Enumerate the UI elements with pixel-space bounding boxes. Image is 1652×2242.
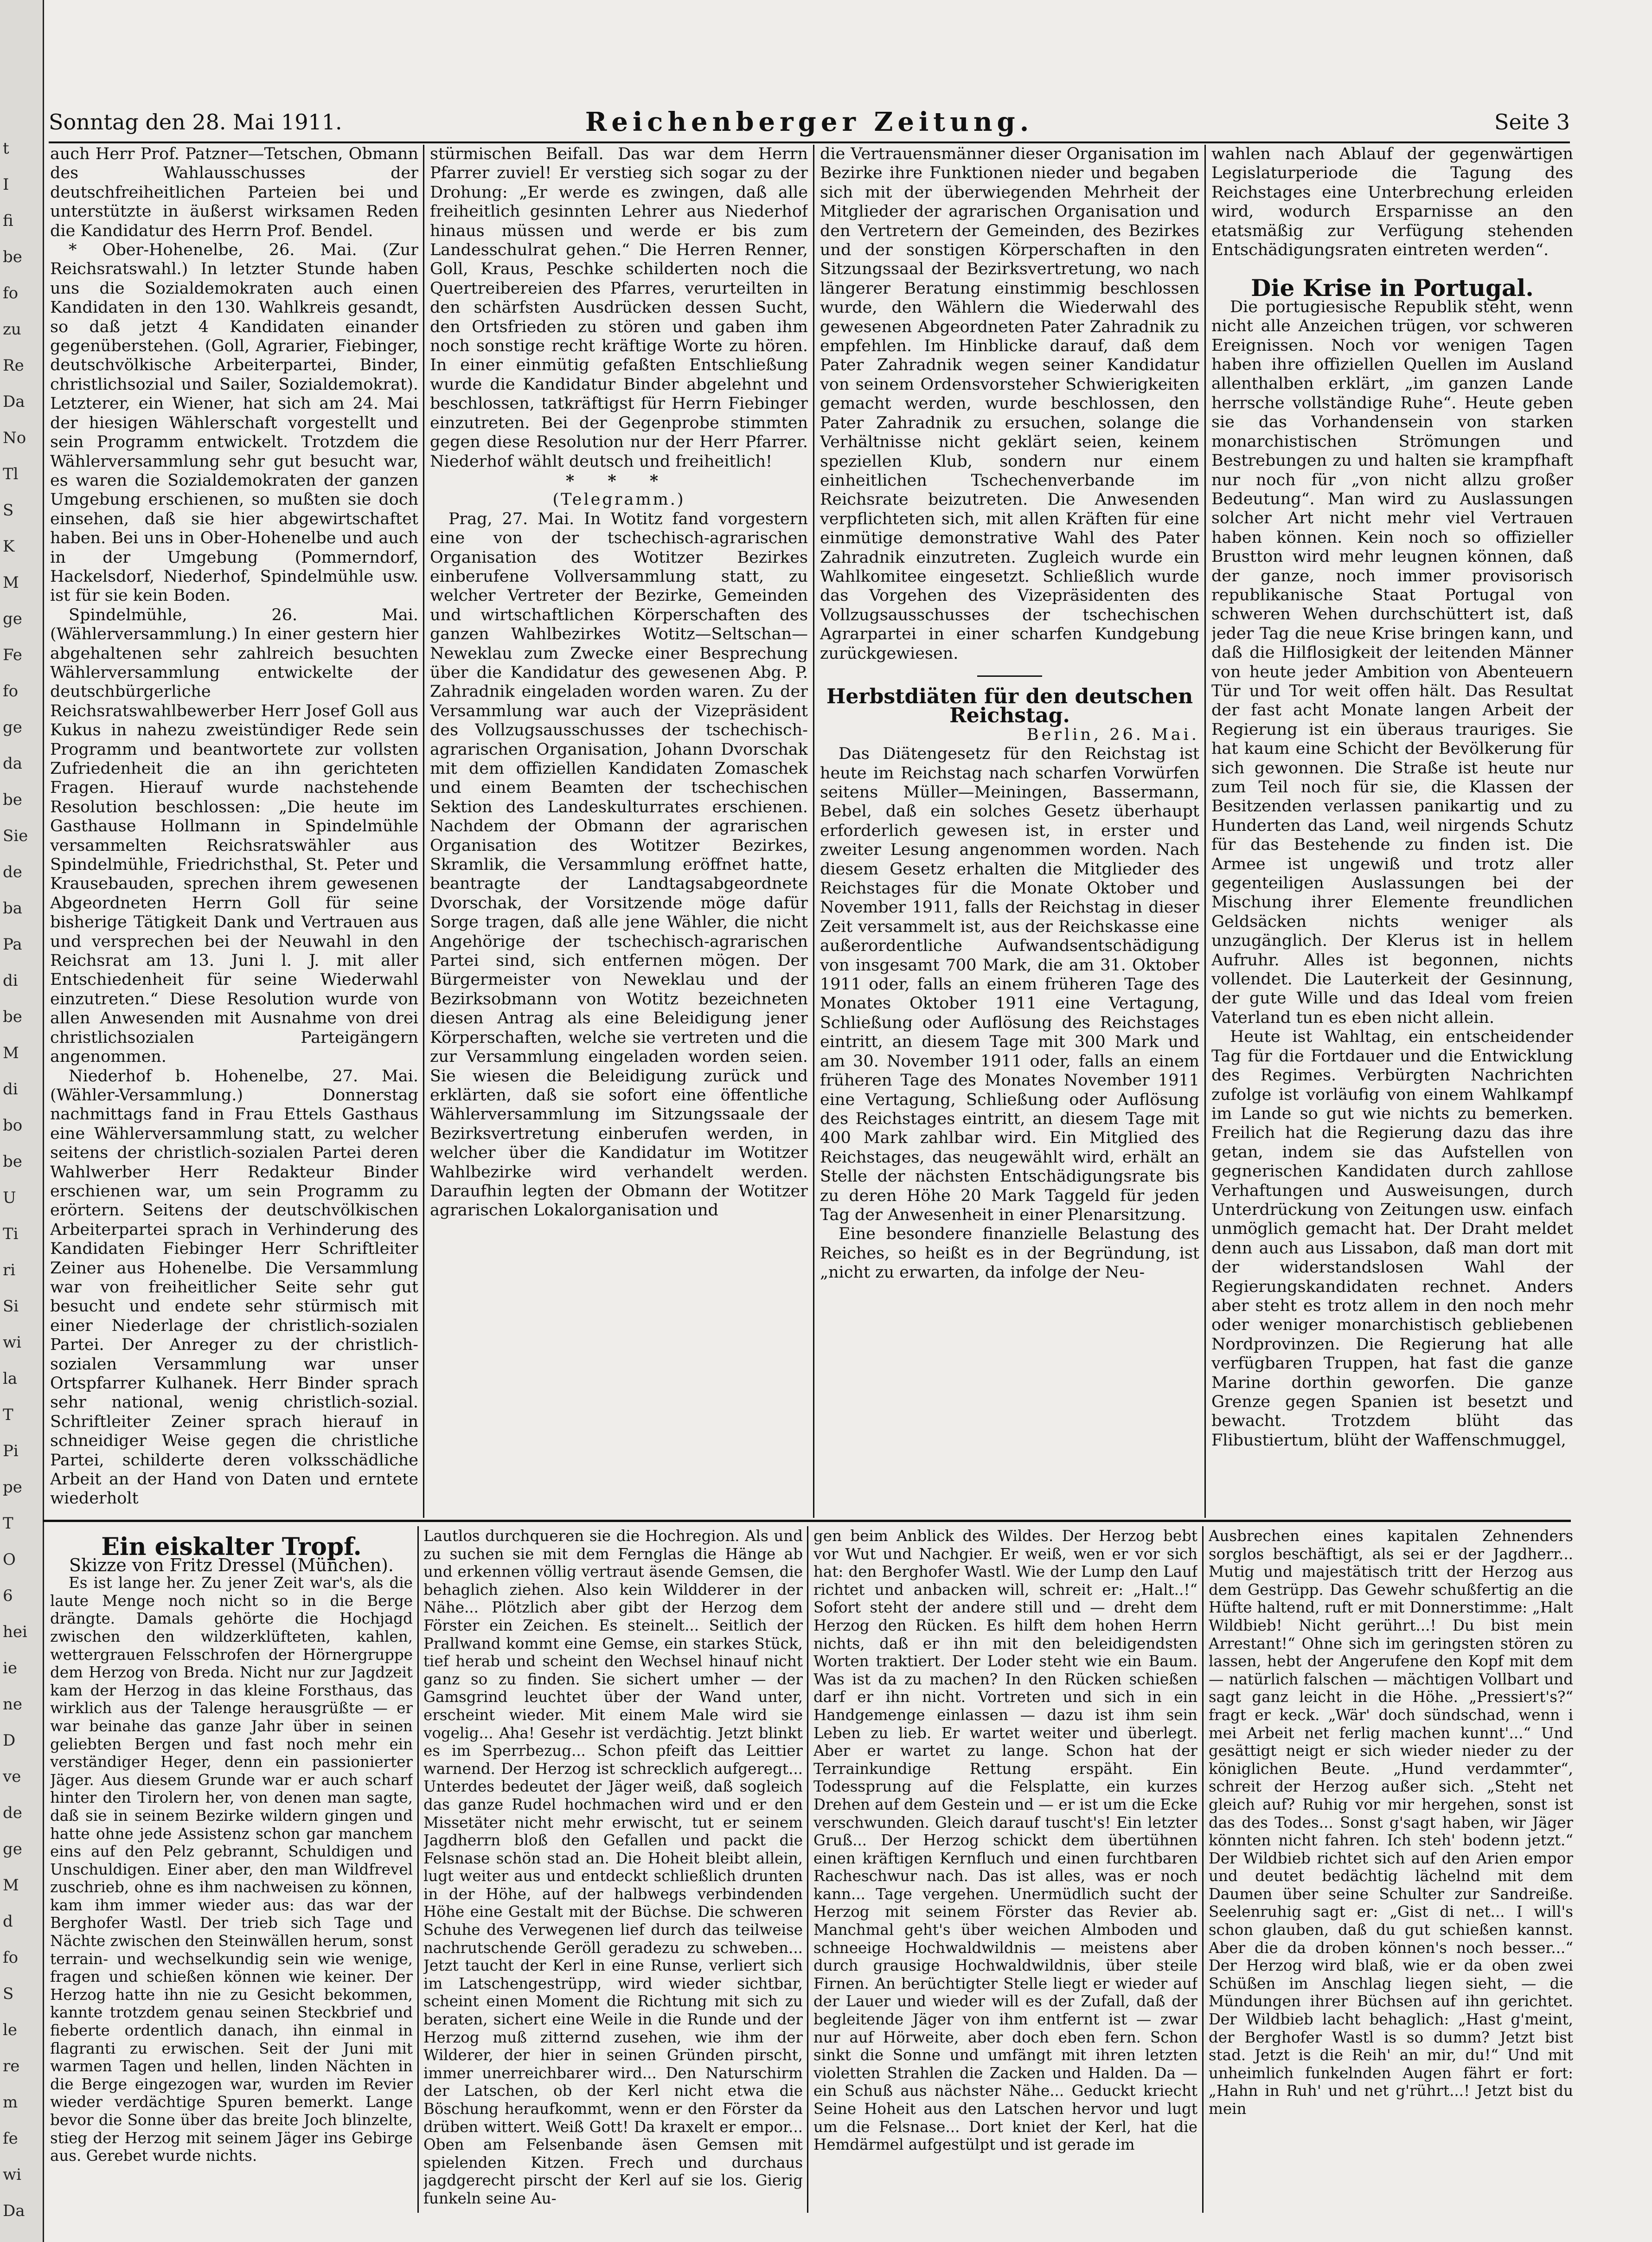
article-niederhof: Niederhof b. Hohenelbe, 27. Mai. (Wähler-Versammlung.) Donnerstag nachmittags fand in Frau Ettels Gasthaus eine Wählerversammlung statt, zu welcher seitens der christlich-sozialen Partei deren Wahlwerber Herr Redakteur Binder erschienen war, um sein Programm zu erörtern. Seitens der deutschvölkischen Arbeiterpartei sprach in Verhinderung des Kandidaten Fiebinger Herr Schriftleiter Zeiner aus Hohenelbe. Die Versammlung war von freiheitlicher Seite sehr gut besucht und endete sehr stürmisch mit einer Niederlage der christlich-sozialen Partei. Der Anreger zu der christlich-sozialen Versammlung war unser Ortspfarrer Kulhanek. Herr Binder sprach sehr national, wenig christlich-sozial. Schriftleiter Zeiner sprach hierauf in schneidiger Weise gegen die christliche Partei, schilderte deren volksschädliche Arbeit an der Hand von Daten und erntete wiederholt	[50, 1066, 418, 1508]
edge-text-fragment: wi	[3, 2165, 21, 2184]
article-prag: Prag, 27. Mai. In Wotitz fand vorgestern eine von der tschechisch-agrarischen Organisation des Wotitzer Bezirkes einberufene Vollversammlung statt, zu welcher Vertreter der Bezirke, Gemeinden und wirtschaftlichen Körperschaften des ganzen Wahlbezirkes Wotitz—Seltschan—Neweklau zum Zwecke einer Besprechung über die Kandidatur des gewesenen Abg. P. Zahradnik eingeladen worden waren. Zu der Versammlung war auch der Vizepräsident des Vollzugsausschusses der tschechisch-agrarischen Organisation, Johann Dvorschak mit dem offiziellen Kandidaten Zomaschek und einem Beamten der tschechischen Sektion des Landeskulturrates erschienen. Nachdem der Obmann der agrarischen Organisation des Wotitzer Bezirkes, Skramlik, die Versammlung eröffnet hatte, beantragte der Landtagsabgeordnete Dvorschak, der Vorsitzende möge dafür Sorge tragen, daß alle jene Wähler, die nicht Angehörige der tschechisch-agrarischen Partei sind, sich entfernen mögen. Der Bürgermeister von Neweklau und der Bezirksobmann von Wotitz bezeichneten diesen Antrag als eine Beleidigung jener Körperschaften, welche sie vertreten und die zur Versammlung eingeladen worden seien. Sie wiesen die Beleidigung zurück und erklärten, daß sie sofort eine öffentliche Wählerversammlung im Sitzungssaale der Bezirksvertretung einberufen werden, in welcher über die Kandidatur im Wotitzer Wahlbezirke wird verhandelt werden. Daraufhin legten der Obmann der Wotitzer agrarischen Lokalorganisation und	[430, 509, 808, 1220]
column-rule-2	[813, 145, 814, 1518]
newspaper-title: Reichenberger Zeitung.	[585, 107, 1034, 137]
edge-text-fragment: ie	[3, 1659, 17, 1677]
edge-text-fragment: 6	[3, 1587, 13, 1605]
edge-text-fragment: be	[3, 248, 22, 266]
edge-text-fragment: No	[3, 429, 26, 447]
edge-text-fragment: M	[3, 1876, 19, 1895]
edge-text-fragment: Da	[3, 2202, 25, 2220]
edge-text-fragment: ba	[3, 899, 23, 918]
edge-text-fragment: ge	[3, 1840, 22, 1858]
edge-text-fragment: re	[3, 2057, 20, 2075]
edge-text-fragment: Ti	[3, 1225, 19, 1243]
adjacent-page-edge	[0, 0, 44, 2242]
edge-text-fragment: Pa	[3, 935, 22, 954]
article-spindelmuehle: Spindelmühle, 26. Mai. (Wählerversammlung.) In einer gestern hier abgehaltenen sehr zahlreich besuchten Wählerversammlung entwickelte der deutschbürgerliche Reichsratswahlbewerber Herr Josef Goll aus Kukus in nahezu zweistündiger Rede sein Programm und beantwortete zur vollsten Zufriedenheit die an ihn gerichteten Fragen. Hierauf wurde nachstehende Resolution beschlossen: „Die heute im Gasthause Hollmann in Spindelmühle versammelten Reichsratswähler aus Spindelmühle, Friedrichsthal, St. Peter und Krausebauden, sprechen ihrem gewesenen Abgeordneten Herrn Goll für seine bisherige Tätigkeit Dank und Vertrauen aus und versprechen bei der Neuwahl in den Reichsrat am 13. Juni l. J. mit aller Entschiedenheit für seine Wiederwahl einzutreten.“ Diese Resolution wurde von allen Anwesenden mit Ausnahme von drei christlichsozialen Parteigängern angenommen.	[50, 605, 418, 1066]
feuilleton-text: Lautlos durchqueren sie die Hochregion. Als und zu suchen sie mit dem Fernglas die Hänge ab und erkennen völlig vertraut äsende Gemsen, die behaglich ziehen. Also kein Wildderer in der Nähe... Plötzlich aber gibt der Herzog dem Förster ein Zeichen. Es steinelt... Seitlich der Prallwand kommt eine Gemse, ein starkes Stück, tief herab und scheint den Wechsel hinauf nicht ganz so zu finden. Sie sichert umher — der Gamsgrind leuchtet über der Wand unter, erscheint wieder. Mit einem Male wird sie vogelig... Aha! Gesehr ist verdächtig. Jetzt blinkt es im Sperrbezug... Schon pfeift das Leittier warnend. Der Herzog ist schrecklich aufgeregt... Unterdes bedeutet der Jäger weiß, daß sogleich das ganze Rudel hochmachen wird und er den Missetäter nicht mehr erwischt, tut er seinem Jagdherrn bloß den Gefallen und packt die Felsnase schön stad an. Die Hoheit bleibt allein, lugt weiter aus und entdeckt schließlich drunten in der Höhe, auf der halbwegs verbindenden Höhe eine Gestalt mit der Büchse. Die schweren Schuhe des Verwegenen lief durch das teilweise nachrutschende Geröll geradezu zu schweben... Jetzt taucht der Kerl in eine Runse, verliert sich im Latschengestrüpp, wird wieder sichtbar, scheint einen Moment die Richtung mit sich zu beraten, sichert eine Weile in die Runde und der Herzog muß zitternd zusehen, wie ihm der Wilderer, der hier in seinen Gründen pirscht, immer unerreichbarer wird... Den Naturschirm der Latschen, ob der Kerl nicht etwa die Böschung heraufkommt, wenn er den Förster da drüben wittert. Weiß Gott! Da kraxelt er empor... Oben am Felsenbande äsen Gemsen mit spielenden Kitzen. Frech und durchaus jagdgerecht pirscht der Kerl auf sie los. Gierig funkeln seine Au-	[423, 1527, 803, 2207]
feuilleton-rule-3	[1202, 1526, 1204, 2213]
edge-text-fragment: fi	[3, 212, 13, 230]
edge-text-fragment: de	[3, 1804, 22, 1822]
column-3	[820, 145, 1199, 1516]
edge-text-fragment: be	[3, 790, 22, 809]
edge-text-fragment: S	[3, 501, 14, 520]
edge-text-fragment: Sie	[3, 827, 28, 845]
article-text: die Vertrauensmänner dieser Organisation im Bezirke ihre Funktionen nieder und begaben sich mit der überwiegenden Mehrheit der Mitglieder der agrarischen Organisation und den Vertretern der Gemeinden, des Bezirkes und der sonstigen Körperschaften in den Sitzungssaal der Bezirksvertretung, wo nach längerer Beratung einstimmig beschlossen wurde, den Wählern die Wiederwahl des gewesenen Abgeordneten Pater Zahradnik zu empfehlen. Im Hinblicke darauf, daß dem Pater Zahradnik wegen seiner Kandidatur von seinem Ordensvorsteher Schwierigkeiten gemacht werden, wurde beschlossen, den Pater Zahradnik zu ersuchen, solange die Verhältnisse nicht geklärt seien, keinem speziellen Klub, sondern nur einem einheitlichen Tschechenverbande im Reichsrate beizutreten. Die Anwesenden verpflichteten sich, mit allen Kräften für eine einmütige demonstrative Wahl des Pater Zahradnik einzutreten. Zugleich wurde ein Wahlkomitee eingesetzt. Schließlich wurde das Vorgehen des Vizepräsidenten des Vollzugsausschusses der tschechischen Agrarpartei in einer scharfen Kundgebung zurückgewiesen.	[820, 145, 1199, 663]
edge-text-fragment: T	[3, 1514, 13, 1533]
article-text: wahlen nach Ablauf der gegenwärtigen Legislaturperiode die Tagung des Reichstages eine Unterbrechung erleiden wird, wodurch Ersparnisse an den etatsmäßig zur Verfügung stehenden Entschädigungsraten eintreten werden“.	[1211, 145, 1573, 260]
edge-text-fragment: ge	[3, 610, 22, 628]
edge-text-fragment: U	[3, 1188, 16, 1207]
masthead-rule	[49, 141, 1570, 143]
edge-text-fragment: m	[3, 2093, 18, 2112]
page-number: Seite 3	[1494, 109, 1570, 135]
feuilleton-column-3	[813, 1527, 1197, 2211]
article-text: auch Herr Prof. Patzner—Tetschen, Obmann des Wahlausschusses der deutschfreiheitlichen Parteien bei und unterstützte in äußerst wirksamen Reden die Kandidatur des Herrn Prof. Bendel.	[50, 145, 418, 240]
edge-text-fragment: wi	[3, 1333, 21, 1352]
article-portugal: Die portugiesische Republik steht, wenn nicht alle Anzeichen trügen, vor schweren Ereignissen. Noch vor wenigen Tagen haben ihre offiziellen Quellen im Ausland allenthalben erklärt, „im ganzen Lande herrsche vollständige Ruhe“. Heute geben sie das Vorhandensein von starken monarchistischen Strömungen und Bestrebungen zu und halten sie krampfhaft nur noch für „von nicht allzu großer Bedeutung“. Man wird zu Auslassungen solcher Art nicht mehr viel Vertrauen haben können. Kein noch so offizieller Brustton wird mehr leugnen können, daß der ganze, noch immer provisorisch republikanische Staat Portugal von schweren Wehen durchschüttert ist, daß jeder Tag die neue Krise bringen kann, und daß die Hilflosigkeit der leitenden Männer von heute jeder Ambition von Abenteuern Tür und Tor weit offen hält. Das Resultat der fast acht Monate langen Arbeit der Regierung ist ein überaus trauriges. Sie hat kaum eine Schicht der Bevölkerung für sich gewonnen. Die Straße ist heute nur zum Teil noch für sie, die Klassen der Besitzenden verlassen panikartig und zu Hunderten das Land, weil nirgends Schutz für das Bestehende zu finden ist. Die Armee ist ungewiß und trotz aller gegenteiligen Auslassungen bei der Mischung ihrer Elemente freundlichen Geldsäcken nichts weniger als unzugänglich. Der Klerus ist in hellem Aufruhr. Alles ist begonnen, nichts vollendet. Die Lauterkeit der Gesinnung, der gute Wille und das Ideal vom freien Vaterland tun es eben nicht allein.	[1211, 297, 1573, 1027]
feuilleton-title: Ein eiskalter Tropf.	[101, 1533, 362, 1561]
feuilleton-divider	[43, 1520, 1571, 1522]
feuilleton-subtitle: Skizze von Fritz Dressel (München).	[69, 1555, 394, 1575]
edge-text-fragment: da	[3, 754, 23, 773]
column-2	[430, 145, 808, 1516]
edge-text-fragment: O	[3, 1550, 16, 1569]
edge-text-fragment: Re	[3, 356, 24, 375]
article-diaeten-cont: Eine besondere finanzielle Belastung des Reiches, so heißt es in der Begründung, ist „nicht zu erwarten, da infolge der Neu-	[820, 1225, 1199, 1282]
column-4	[1211, 145, 1573, 1516]
edge-text-fragment: ge	[3, 718, 22, 737]
edge-text-fragment: le	[3, 2021, 17, 2039]
column-rule-1	[423, 145, 424, 1518]
edge-text-fragment: Fe	[3, 646, 22, 664]
feuilleton-text: Ausbrechen eines kapitalen Zehnenders sorglos beschäftigt, als sei er der Jagdherr... Mutig und majestätisch tritt der Herzog aus dem Gestrüpp. Das Gewehr schußfertig an die Hüfte haltend, ruft er mit Donnerstimme: „Halt Wildbieb! Nicht gerührt...! Du bist mein Arrestant!“ Ohne sich im geringsten stören zu lassen, hebt der Angerufene den Kopf mit dem — natürlich falschen — mächtigen Vollbart und sagt ganz leicht in die Höhe. „Pressiert's?“ fragt er keck. „Wär' doch sündschad, wenn i mei Arbeit net ferlig machen kunnt'...“ Und gesättigt neigt er sich wieder nieder zu der königlichen Beute. „Hund verdammter“, schreit der Herzog außer sich. „Steht net gleich auf? Ruhig vor mir hergehen, sonst ist das des Todes... Sonst g'sagt haben, wir Jäger könnten nicht fahren. Ich steh' bodenn jetzt.“ Der Wildbieb richtet sich auf den Arien empor und deutet bedächtig lächelnd mit dem Daumen über seine Schulter zur Sandreiße. Seelenruhig sagt er: „Gist di net... I will's schon glauben, daß du gut schießen kannst. Aber die da droben können's noch besser...“ Der Herzog wird blaß, wie er da oben zwei Schüßen im Anschlag liegen sieht, — die Mündungen ihrer Büchsen auf ihn gerichtet. Der Wildbieb lacht behaglich: „Hast g'meint, der Berghofer Wastl is so dumm? Jetzt bist stad. Jetzt is die Reih' an mir, du!“ Und mit unheimlich funkelnden Augen fährt er fort: „Hahn in Ruh' und net g'rührt...! Jetzt bist du mein	[1209, 1527, 1573, 2118]
headline-krise-portugal: Die Krise in Portugal.	[1251, 274, 1534, 302]
article-diaeten: Das Diätengesetz für den Reichstag ist heute im Reichstag nach scharfen Vorwürfen seitens Müller—Meiningen, Bassermann, Bebel, daß ein solches Gesetz überhaupt erforderlich gewesen ist, in erster und zweiter Lesung angenommen worden. Nach diesem Gesetz erhalten die Mitglieder des Reichstages für die Monate Oktober und November 1911, falls der Reichstag in dieser Zeit versammelt ist, aus der Reichskasse eine außerordentliche Aufwandsentschädigung von insgesamt 700 Mark, die am 31. Oktober 1911 oder, falls an einem früheren Tage des Monates Oktober 1911 eine Vertagung, Schließung oder Auflösung des Reichstages eintritt, an diesem Tage mit 300 Mark und am 30. November 1911 oder, falls an einem früheren Tage des Monates November 1911 eine Vertagung, Schließung oder Auflösung des Reichstages eintritt, an diesem Tage mit 400 Mark zahlbar wird. Ein Mitglied des Reichstages, das neugewählt wird, erhält an Stelle der nächsten Entschädigungsrate bis zu deren Höhe 20 Mark Taggeld für jeden Tag der Anwesenheit in einer Plenarsitzung.	[820, 745, 1199, 1224]
feuilleton-text: gen beim Anblick des Wildes. Der Herzog bebt vor Wut und Nachgier. Er weiß, wen er vor sich hat: den Berghofer Wastl. Wie der Lump den Lauf richtet und anbacken will, schreit er: „Halt..!“ Sofort steht der andere still und — dreht dem Herzog den Rücken. Es hilft dem hohen Herrn nichts, daß er ihn mit den beleidigendsten Worten traktiert. Der Loder steht wie ein Baum. Was ist da zu machen? In den Rücken schießen darf er ihn nicht. Vortreten und sich in ein Handgemenge einlassen — dazu ist ihm sein Leben zu lieb. Er wartet weiter und überlegt. Aber er wartet zu lange. Schon hat der Terrainkundige Rettung erspäht. Ein Todessprung auf die Felsplatte, ein kurzes Drehen auf dem Gestein und — er ist um die Ecke verschwunden. Gleich darauf tuscht's! Ein letzter Gruß... Der Herzog schickt dem übertühnen einen kräftigen Kernfluch und einen furchtbaren Racheschwur nach. Das ist alles, was er noch kann... Tage vergehen. Unermüdlich sucht der Herzog mit seinem Förster das Revier ab. Manchmal geht's über weichen Almboden und schneeige Hochwaldwildnis — meistens aber durch grausige Hochwaldwildnis, über steile Firnen. An berüchtigter Stelle liegt er wieder auf der Lauer und wieder will es der Zufall, daß der begleitende Jäger von ihm entfernt ist — zwar nur auf Hörweite, aber doch eben fern. Schon sinkt die Sonne und umfängt mit ihren letzten violetten Strahlen die Zacken und Halden. Da — ein Schuß aus nächster Nähe... Geduckt kriecht Seine Hoheit aus den Latschen hervor und lugt um die Felsnase... Dort kniet der Kerl, hat die Hemdärmel aufgestülpt und ist gerade im	[813, 1527, 1197, 2154]
edge-text-fragment: ve	[3, 1767, 21, 1786]
column-1	[50, 145, 418, 1516]
edge-text-fragment: M	[3, 1044, 19, 1062]
feuilleton-column-1	[50, 1527, 413, 2211]
article-text: stürmischen Beifall. Das war dem Herrn Pfarrer zuviel! Er verstieg sich sogar zu der Drohung: „Er werde es zwingen, daß alle freiheitlich gesinnten Lehrer aus Niederhof hinaus müssen und werde er bis zum Landesschulrat gehen.“ Die Herren Renner, Goll, Kraus, Peschke schilderten noch die Quertreibereien des Pfarres, verurteilten in den schärfsten Ausdrücken dessen Sucht, den Ortsfrieden zu stören und gaben ihm noch sonstige recht kräftige Worte zu hören. In einer einmütig gefaßten Entschließung wurde die Kandidatur Binder abgelehnt und beschlossen, tatkräftigst für Herrn Fiebinger einzutreten. Bei der Gegenprobe stimmten gegen diese Resolution nur der Herr Pfarrer. Niederhof wählt deutsch und freiheitlich!	[430, 145, 808, 471]
edge-text-fragment: Tl	[3, 465, 19, 483]
edge-text-fragment: be	[3, 1008, 22, 1026]
masthead	[49, 107, 1570, 139]
edge-text-fragment: Pi	[3, 1442, 19, 1460]
edge-text-fragment: D	[3, 1731, 16, 1750]
masthead-date: Sonntag den 28. Mai 1911.	[49, 109, 342, 135]
edge-text-fragment: Si	[3, 1297, 19, 1316]
edge-text-fragment: S	[3, 1985, 14, 2003]
feuilleton-text: Es ist lange her. Zu jener Zeit war's, als die laute Menge noch nicht so in die Berge drängte. Damals gehörte die Hochjagd zwischen den wildzerklüfteten, kahlen, wettergrauen Felsschrofen der Hörnergruppe dem Herzog von Breda. Nicht nur zur Jagdzeit kam der Herzog in das kleine Forsthaus, das wirklich aus der Talenge herausgrüßte — er war beinahe das ganze Jahr über in seinen geliebten Bergen und fast noch mehr ein verständiger Heger, denn ein passionierter Jäger. Aus diesem Grunde war er auch scharf hinter den Tirolern her, von denen man sagte, daß sie in seinem Bezirke wildern gingen und hatte ohne jede Assistenz schon gar manchem eins auf den Pelz gebrannt, Schuldigen und Unschuldigen. Einer aber, den man Wildfrevel zuschrieb, ohne es ihm nachweisen zu können, kam ihm immer wieder aus: das war der Berghofer Wastl. Der trieb sich Tage und Nächte zwischen den Steinwällen herum, sonst terrain- und wechselkundig sein wie wenige, fragen und schießen können wie keiner. Der Herzog hatte ihn nie zu Gesicht bekommen, kannte trotzdem genau seinen Steckbrief und fieberte ordentlich danach, ihn einmal in flagranti zu erwischen. Seit der Juni mit warmen Tagen und hellen, linden Nächten in die Berge eingezogen war, wurden im Revier wieder verdächtige Spuren bemerkt. Lange bevor die Sonne über das breite Joch blinzelte, stieg der Herzog mit seinem Jäger ins Gebirge aus. Gerebet wurde nichts.	[50, 1574, 413, 2165]
feuilleton-column-2	[423, 1527, 803, 2211]
feuilleton-rule-1	[417, 1526, 419, 2213]
feuilleton-rule-2	[807, 1526, 808, 2213]
article-obeer-hohenelbe: * Ober-Hohenelbe, 26. Mai. (Zur Reichsratswahl.) In letzter Stunde haben uns die Sozialdemokraten auch einen Kandidaten in den 130. Wahlkreis gesandt, so daß jetzt 4 Kandidaten einander gegenüberstehen. (Goll, Agrarier, Fiebinger, deutschvölkische Arbeiterpartei, Binder, christlichsozial und Sailer, Sozialdemokrat). Letzterer, ein Wiener, hat sich am 24. Mai der hiesigen Wählerschaft vorgestellt und sein Programm entwickelt. Trotzdem die Wählerversammlung sehr gut besucht war, es waren die Sozialdemokraten der ganzen Umgebung erschienen, so mußten sie doch einsehen, daß sie hier abgewirtschaftet haben. Bei uns in Ober-Hohenelbe und auch in der Umgebung (Pommerndorf, Hackelsdorf, Niederhof, Spindelmühle usw. ist für sie kein Boden.	[50, 241, 418, 605]
edge-text-fragment: d	[3, 1912, 13, 1931]
edge-text-fragment: fe	[3, 2129, 18, 2148]
edge-text-fragment: fo	[3, 284, 19, 302]
edge-text-fragment: pe	[3, 1478, 22, 1497]
edge-text-fragment: I	[3, 175, 9, 194]
edge-text-fragment: t	[3, 139, 9, 158]
article-portugal-2: Heute ist Wahltag, ein entscheidender Tag für die Fortdauer und die Entwicklung des Regimes. Verbürgten Nachrichten zufolge ist vorläufig von einem Wahlkampf im Lande so gut wie nichts zu bemerken. Freilich hat die Regierung dazu das ihre getan, indem sie das Aufstellen von gegnerischen Kandidaten durch zahllose Verhaftungen und Ausweisungen, durch Unterdrückung von Zeitungen usw. einfach unmöglich gemacht hat. Der Draht meldet denn auch aus Lissabon, daß man dort mit der widerstandslosen Wahl der Regierungskandidaten rechnet. Anders aber steht es trotz allem in den noch mehr oder weniger monarchistisch gebliebenen Nordprovinzen. Die Regierung hat alle verfügbaren Truppen, hat fast die ganze Marine dorthin geworfen. Die ganze Grenze gegen Spanien ist besetzt und bewacht. Trotzdem blüht das Flibustiertum, blüht der Waffenschmuggel,	[1211, 1028, 1573, 1450]
edge-text-fragment: ri	[3, 1261, 16, 1279]
edge-text-fragment: bo	[3, 1116, 23, 1135]
section-stars: * * *	[565, 471, 672, 490]
edge-text-fragment: Da	[3, 392, 25, 411]
column-rule-3	[1204, 145, 1206, 1518]
headline-herbstdiaeten: Herbstdiäten für den deutschen Reichstag.	[826, 684, 1193, 728]
edge-text-fragment: hei	[3, 1623, 27, 1641]
edge-text-fragment: di	[3, 1080, 18, 1099]
edge-text-fragment: fo	[3, 1948, 19, 1967]
edge-text-fragment: de	[3, 863, 22, 881]
edge-text-fragment: ne	[3, 1695, 23, 1714]
telegram-label: (Telegramm.)	[552, 490, 685, 509]
edge-text-fragment: la	[3, 1369, 18, 1388]
dateline: Berlin, 26. Mai.	[1026, 725, 1199, 744]
edge-text-fragment: T	[3, 1406, 13, 1424]
edge-text-fragment: di	[3, 971, 18, 990]
edge-text-fragment: zu	[3, 320, 21, 339]
edge-text-fragment: be	[3, 1152, 22, 1171]
feuilleton-column-4	[1209, 1527, 1573, 2211]
edge-text-fragment: fo	[3, 682, 19, 700]
edge-text-fragment: M	[3, 573, 19, 592]
edge-text-fragment: K	[3, 537, 15, 556]
article-separator	[977, 675, 1042, 677]
